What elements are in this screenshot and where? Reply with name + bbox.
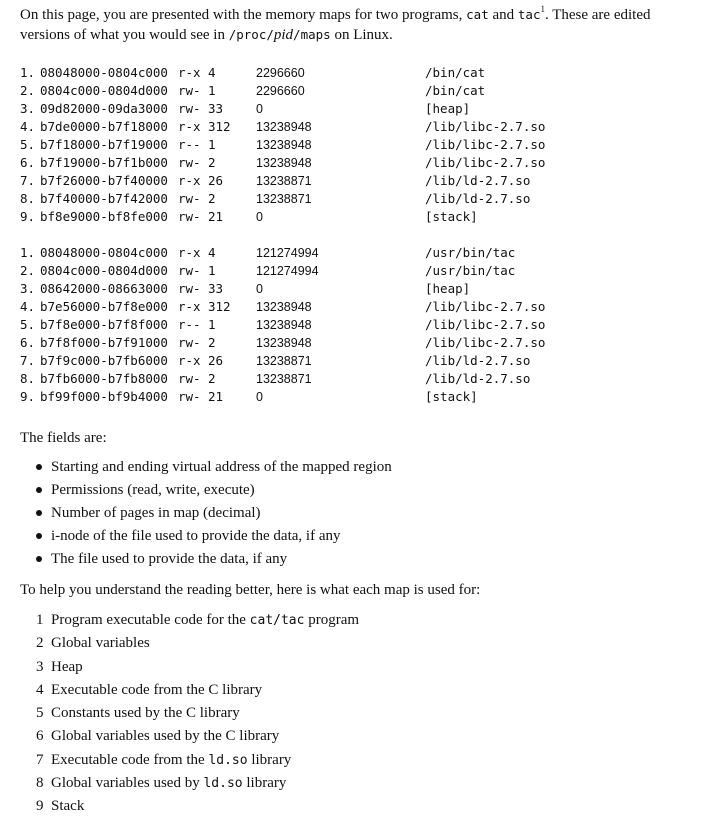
permissions: rw- [178,83,201,98]
page-count: 312 [208,299,231,314]
field-description: Permissions (read, write, execute) [51,482,255,498]
field-description: The file used to provide the data, if any [51,551,288,567]
map-usage-number: 4 [36,681,44,698]
permissions: rw- [178,191,201,206]
map-usage-code: ld.so [208,752,248,768]
address-range: b7f40000-b7f42000 [40,191,168,206]
map-index: 9. [20,209,36,224]
proc-path-prefix: /proc/ [228,27,274,42]
map-index: 5. [20,317,36,332]
address-range: 0804c000-0804d000 [40,83,168,98]
address-range: b7f26000-b7f40000 [40,173,168,188]
proc-path-suffix: /maps [293,27,331,42]
inode: 0 [256,210,263,224]
file-path: [heap] [425,281,471,296]
file-path: /lib/libc-2.7.so [425,155,546,170]
map-row [20,334,640,352]
program-name-tac: tac [517,7,541,22]
map-usage-heading: To help you understand the reading better, here is what each map is used for: [20,582,481,598]
map-usage-item [36,703,359,726]
map-index: 3. [20,101,36,116]
map-row [20,370,640,388]
map-usage-item [36,750,359,773]
map-usage-text: Constants used by the C library [51,705,240,722]
address-range: b7f8f000-b7f91000 [40,335,168,350]
map-usage-item [36,680,359,703]
address-range: bf8e9000-bf8fe000 [40,209,168,224]
address-range: 0804c000-0804d000 [40,263,168,278]
map-index: 2. [20,263,36,278]
bullet-icon [36,487,42,493]
map-index: 8. [20,371,36,386]
page-count: 4 [208,65,216,80]
map-usage-item [36,633,359,656]
inode: 13238948 [256,336,312,350]
map-row [20,298,640,316]
bullet-icon [36,464,42,470]
address-range: 08048000-0804c000 [40,65,168,80]
inode: 13238871 [256,372,312,386]
map-usage-text: Program executable code for the [51,612,250,628]
page-count: 21 [208,389,224,404]
file-path: /lib/libc-2.7.so [425,137,546,152]
address-range: b7f19000-b7f1b000 [40,155,168,170]
page-count: 1 [208,137,216,152]
file-path: /lib/ld-2.7.so [425,371,531,386]
file-path: /bin/cat [425,65,486,80]
page-count: 21 [208,209,224,224]
field-item [36,457,392,480]
inode: 13238948 [256,318,312,332]
address-range: 08048000-0804c000 [40,245,168,260]
file-path: /usr/bin/tac [425,263,516,278]
map-index: 8. [20,191,36,206]
page-count: 26 [208,173,224,188]
page-count: 2 [208,191,216,206]
map-usage-item [36,657,359,680]
page-count: 1 [208,317,216,332]
map-index: 2. [20,83,36,98]
map-usage-text: Stack [51,798,85,815]
file-path: /lib/ld-2.7.so [425,191,531,206]
file-path: [heap] [425,101,471,116]
inode: 13238871 [256,174,312,188]
map-usage-text: Global variables [51,635,150,652]
address-range: b7de0000-b7f18000 [40,119,168,134]
inode: 13238871 [256,192,312,206]
address-range: 08642000-08663000 [40,281,168,296]
inode: 2296660 [256,84,305,98]
permissions: r-x [178,119,201,134]
address-range: bf99f000-bf9b4000 [40,389,168,404]
file-path: /lib/ld-2.7.so [425,173,531,188]
inode: 13238948 [256,300,312,314]
map-index: 5. [20,137,36,152]
footnote-marker: 1 [540,4,545,14]
map-usage-code: ld.so [203,776,243,792]
map-usage-text: program [304,612,360,628]
map-usage-item [36,610,359,633]
map-row [20,100,640,118]
field-item [36,480,392,503]
file-path: /lib/libc-2.7.so [425,299,546,314]
permissions: rw- [178,155,201,170]
map-usage-number: 1 [36,612,44,628]
permissions: rw- [178,101,201,116]
map-row [20,244,640,262]
page-count: 2 [208,155,216,170]
page-count: 2 [208,335,216,350]
file-path: [stack] [425,209,478,224]
cat-memory-map [20,64,640,226]
map-row [20,136,640,154]
inode: 0 [256,102,263,116]
intro-text: and [488,7,518,23]
inode: 13238948 [256,120,312,134]
field-description: Number of pages in map (decimal) [51,505,261,521]
map-usage-number: 3 [36,658,44,675]
file-path: /bin/cat [425,83,486,98]
file-path: /usr/bin/tac [425,245,516,260]
page-count: 26 [208,353,224,368]
map-row [20,262,640,280]
map-usage-text: Executable code from the [51,751,209,768]
tac-memory-map [20,244,640,406]
map-row [20,172,640,190]
map-index: 7. [20,353,36,368]
inode: 0 [256,282,263,296]
map-usage-text: library [242,775,287,792]
address-range: b7f8e000-b7f8f000 [40,317,168,332]
field-item [36,503,392,526]
file-path: /lib/libc-2.7.so [425,119,546,134]
address-range: 09d82000-09da3000 [40,101,168,116]
map-row [20,190,640,208]
page-count: 1 [208,83,216,98]
map-row [20,64,640,82]
permissions: r-x [178,353,201,368]
page-count: 33 [208,101,224,116]
permissions: rw- [178,263,201,278]
file-path: [stack] [425,389,478,404]
permissions: r-x [178,245,201,260]
field-item [36,526,392,549]
address-range: b7f9c000-b7fb6000 [40,353,168,368]
intro-paragraph [20,5,660,45]
inode: 2296660 [256,66,305,80]
map-index: 4. [20,119,36,134]
permissions: rw- [178,281,201,296]
map-usage-text: Heap [51,658,83,675]
map-usage-number: 9 [36,798,44,815]
map-usage-item [36,773,359,796]
permissions: r-- [178,137,201,152]
map-usage-item [36,796,359,819]
map-row [20,154,640,172]
map-row [20,82,640,100]
map-usage-text: library [247,751,292,768]
map-row [20,316,640,334]
field-description: Starting and ending virtual address of the mapped region [51,459,392,475]
map-usage-list [36,610,359,820]
map-usage-number: 6 [36,728,44,745]
address-range: b7f18000-b7f19000 [40,137,168,152]
map-row [20,352,640,370]
map-row [20,388,640,406]
file-path: /lib/libc-2.7.so [425,317,546,332]
intro-text: on Linux. [330,27,393,43]
permissions: r-x [178,173,201,188]
map-row [20,280,640,298]
address-range: b7e56000-b7f8e000 [40,299,168,314]
map-index: 1. [20,245,36,260]
map-index: 3. [20,281,36,296]
page-count: 4 [208,245,216,260]
map-row [20,118,640,136]
map-index: 6. [20,155,36,170]
intro-text: . These are edited versions of what you would see in [20,7,651,43]
map-index: 9. [20,389,36,404]
program-name-cat: cat [466,7,489,22]
permissions: r-x [178,299,201,314]
map-row [20,208,640,226]
inode: 13238948 [256,156,312,170]
field-item [36,549,392,572]
map-index: 6. [20,335,36,350]
proc-path-pid: pid [273,27,294,43]
page-count: 312 [208,119,231,134]
map-index: 4. [20,299,36,314]
inode: 121274994 [256,246,319,260]
map-usage-code: cat/tac [249,613,305,628]
permissions: rw- [178,389,201,404]
address-range: b7fb6000-b7fb8000 [40,371,168,386]
permissions: rw- [178,209,201,224]
file-path: /lib/ld-2.7.so [425,353,531,368]
fields-list [36,457,392,572]
map-usage-text: Global variables used by the C library [51,728,280,745]
map-usage-number: 5 [36,705,44,722]
page-count: 1 [208,263,216,278]
inode: 13238871 [256,354,312,368]
page-count: 33 [208,281,224,296]
permissions: r-x [178,65,201,80]
map-usage-text: Executable code from the C library [51,681,263,698]
map-usage-number: 7 [36,751,44,768]
bullet-icon [36,533,42,539]
permissions: r-- [178,317,201,332]
inode: 13238948 [256,138,312,152]
inode: 121274994 [256,264,319,278]
inode: 0 [256,390,263,404]
map-index: 7. [20,173,36,188]
bullet-icon [36,556,42,562]
map-usage-number: 8 [36,775,44,792]
map-index: 1. [20,65,36,80]
file-path: /lib/libc-2.7.so [425,335,546,350]
map-usage-item [36,726,359,749]
bullet-icon [36,510,42,516]
map-usage-text: Global variables used by [51,775,204,792]
intro-text: On this page, you are presented with the memory maps for two programs, [20,7,467,23]
page-count: 2 [208,371,216,386]
map-usage-number: 2 [36,635,44,652]
fields-heading: The fields are: [20,430,107,446]
permissions: rw- [178,371,201,386]
field-description: i-node of the file used to provide the data, if any [51,528,341,544]
permissions: rw- [178,335,201,350]
